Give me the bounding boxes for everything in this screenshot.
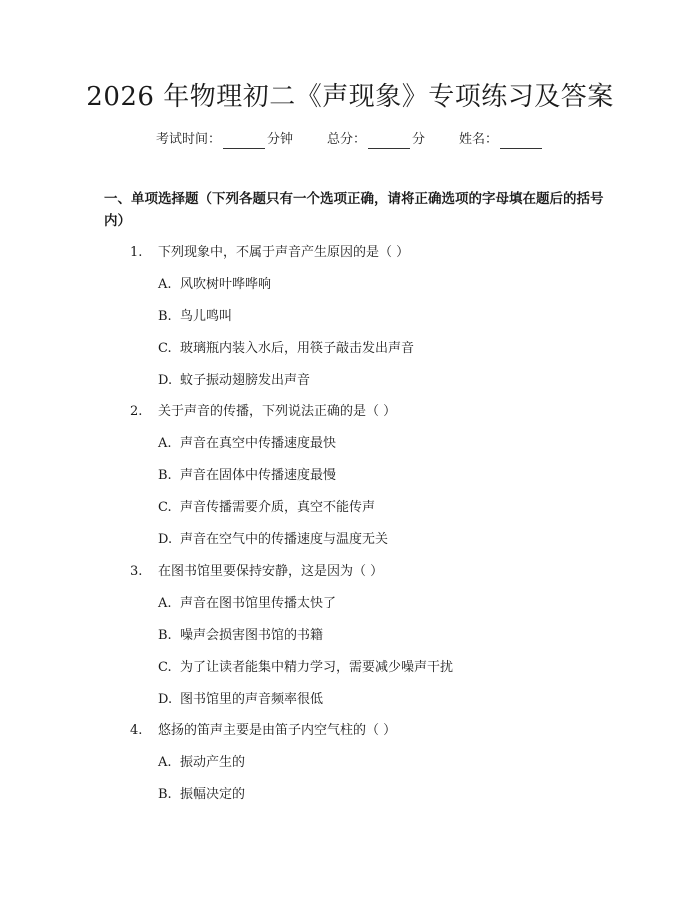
exam-time-unit: 分钟 <box>266 132 293 147</box>
total-score-blank <box>368 134 410 149</box>
option-text: 为了让读者能集中精力学习，需要减少噪声干扰 <box>180 660 454 675</box>
exam-time-field <box>156 131 293 149</box>
option-text: 风吹树叶哗哗响 <box>180 277 272 292</box>
option-letter: D. <box>158 532 173 547</box>
question-3-option-a <box>158 595 336 613</box>
document-title: 2026 年物理初二《声现象》专项练习及答案 <box>86 82 614 112</box>
option-text: 噪声会损害图书馆的书籍 <box>180 628 324 643</box>
option-text: 振幅决定的 <box>180 787 246 802</box>
option-letter: D. <box>158 692 173 707</box>
option-text: 声音在空气中的传播速度与温度无关 <box>180 532 389 547</box>
question-text: 悠扬的笛声主要是由笛子内空气柱的（ ） <box>158 723 397 738</box>
question-3-option-d <box>158 691 323 709</box>
question-3 <box>130 563 383 581</box>
option-letter: A. <box>158 277 172 292</box>
option-text: 声音在图书馆里传播太快了 <box>180 596 337 611</box>
exam-info-bar <box>0 131 700 149</box>
option-letter: D. <box>158 373 173 388</box>
question-2-option-b <box>158 467 336 485</box>
question-2-option-c <box>158 499 375 517</box>
exam-time-label: 考试时间： <box>155 132 221 147</box>
student-name-label: 姓名： <box>459 132 499 147</box>
question-2-option-d <box>158 531 388 549</box>
option-text: 声音在真空中传播速度最快 <box>180 436 337 451</box>
question-number: 1. <box>130 245 143 260</box>
total-score-field <box>327 131 425 149</box>
option-letter: A. <box>158 436 172 451</box>
question-number: 4. <box>130 723 143 738</box>
question-text: 关于声音的传播，下列说法正确的是（ ） <box>158 404 397 419</box>
question-1-option-d <box>158 372 310 390</box>
question-1 <box>130 244 409 262</box>
option-text: 蚊子振动翅膀发出声音 <box>180 373 311 388</box>
option-letter: B. <box>158 468 172 483</box>
question-3-option-b <box>158 627 323 645</box>
total-score-label: 总分： <box>326 132 366 147</box>
option-text: 声音在固体中传播速度最慢 <box>180 468 337 483</box>
option-text: 图书馆里的声音频率很低 <box>180 692 324 707</box>
student-name-field <box>459 131 544 149</box>
option-letter: B. <box>158 628 172 643</box>
question-4 <box>130 722 396 740</box>
exam-time-blank <box>223 134 265 149</box>
option-text: 振动产生的 <box>180 755 246 770</box>
question-number: 3. <box>130 564 143 579</box>
total-score-unit: 分 <box>412 132 426 147</box>
option-letter: A. <box>158 596 172 611</box>
section-heading: 一、单项选择题（下列各题只有一个选项正确，请将正确选项的字母填在题后的括号内） <box>104 191 604 229</box>
question-text: 下列现象中，不属于声音产生原因的是（ ） <box>158 245 410 260</box>
question-2-option-a <box>158 435 336 453</box>
option-letter: B. <box>158 309 172 324</box>
option-letter: C. <box>158 660 172 675</box>
student-name-blank <box>500 134 542 149</box>
question-4-option-b <box>158 786 245 804</box>
option-letter: B. <box>158 787 172 802</box>
question-2 <box>130 403 396 421</box>
question-1-option-c <box>158 340 414 358</box>
question-number: 2. <box>130 404 143 419</box>
option-letter: C. <box>158 341 172 356</box>
option-letter: C. <box>158 500 172 515</box>
question-1-option-b <box>158 308 232 326</box>
option-text: 鸟儿鸣叫 <box>180 309 233 324</box>
option-text: 声音传播需要介质，真空不能传声 <box>180 500 376 515</box>
question-text: 在图书馆里要保持安静，这是因为（ ） <box>158 564 384 579</box>
question-1-option-a <box>158 276 271 294</box>
question-3-option-c <box>158 659 453 677</box>
question-4-option-a <box>158 754 245 772</box>
option-letter: A. <box>158 755 172 770</box>
option-text: 玻璃瓶内装入水后，用筷子敲击发出声音 <box>180 341 415 356</box>
